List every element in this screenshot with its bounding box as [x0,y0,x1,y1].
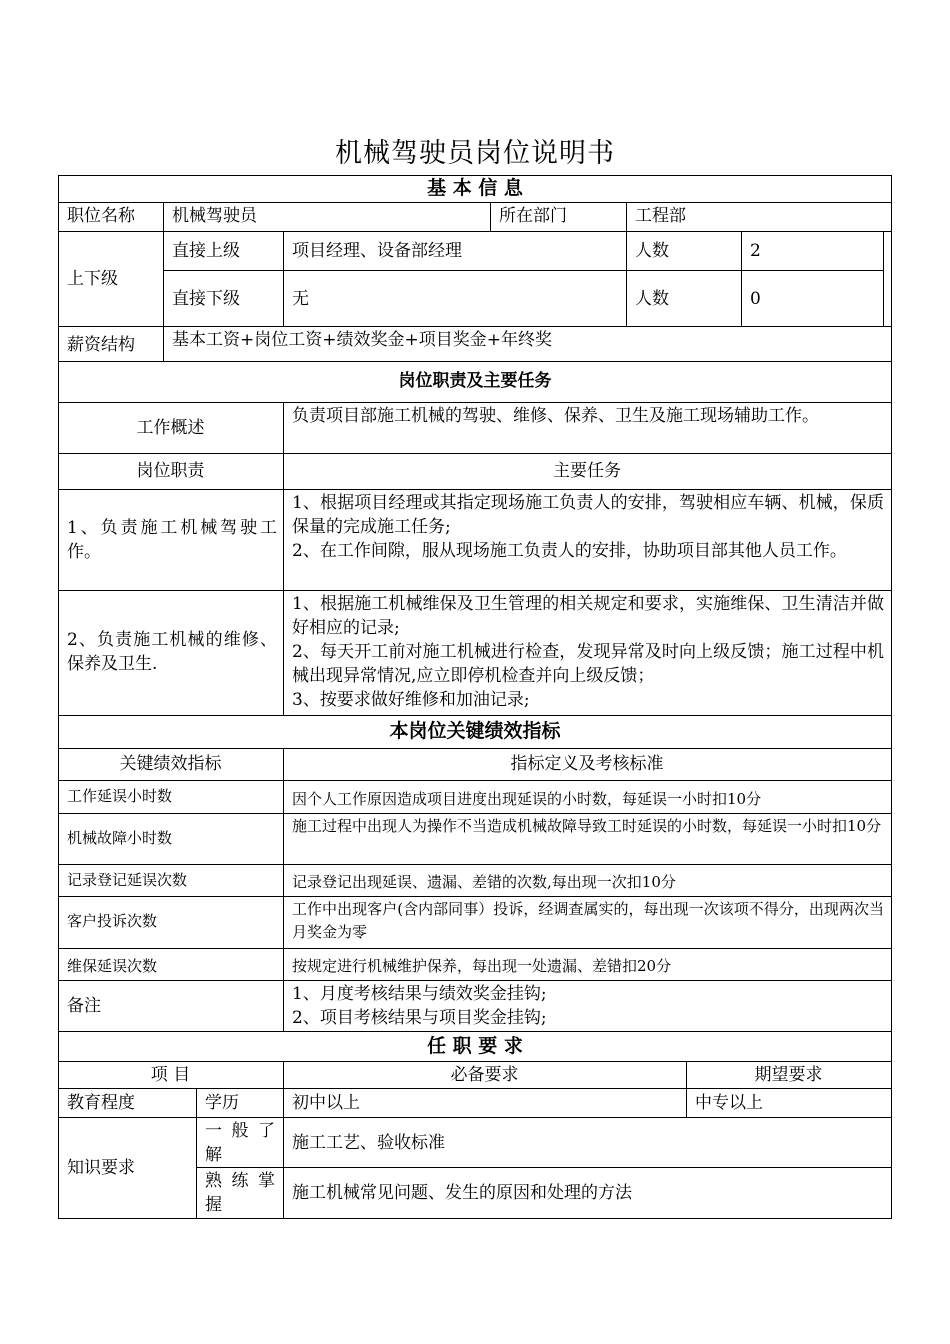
kpi-header: 本岗位关键绩效指标 [389,720,561,742]
position-value: 机械驾驶员 [172,206,257,226]
task-line: 1、根据项目经理或其指定现场施工负责人的安排，驾驶相应车辆、机械，保质保量的完成施工任务; [292,493,884,537]
task-line: 1、根据施工机械维保及卫生管理的相关规定和要求，实施维保、卫生清洁并做好相应的记录; [292,594,884,638]
salary-label: 薪资结构 [67,335,135,355]
kpi-name: 机械故障小时数 [67,829,173,847]
kpi-definition: 工作中出现客户(含内部同事）投诉，经调查属实的，每出现一次该项不得分，出现两次当月奖金为零 [292,900,884,941]
duty-column-header: 岗位职责 [136,461,205,481]
dept-label: 所在部门 [499,206,567,226]
kpi-definition: 因个人工作原因造成项目进度出现延误的小时数，每延误一小时扣10分 [292,790,762,808]
required-column-header: 必备要求 [450,1065,519,1085]
kpi-definition-column-header: 指标定义及考核标准 [510,754,664,774]
duty-item-2: 2、负责施工机械的维修、保养及卫生. [67,630,277,674]
remark-line: 1、月度考核结果与绩效奖金挂钩; [292,984,547,1004]
superior-value: 项目经理、设备部经理 [292,241,462,261]
kpi-name: 维保延误次数 [67,957,158,975]
remark-line: 2、项目考核结果与项目奖金挂钩; [292,1008,547,1028]
task-line: 3、按要求做好维修和加油记录; [292,690,530,710]
subordinate-count-label: 人数 [635,289,669,309]
position-label: 职位名称 [67,206,135,226]
kpi-definition: 按规定进行机械维护保养，每出现一处遗漏、差错扣20分 [292,957,672,975]
education-required: 初中以上 [292,1093,360,1113]
duty-item-2-tasks [292,592,884,712]
superior-label: 直接上级 [172,241,240,261]
general-knowledge-label: 一 般 了解 [205,1121,277,1165]
superior-count-label: 人数 [635,241,669,261]
education-expected: 中专以上 [695,1093,763,1113]
duty-item-1: 1、负责施工机械驾驶工作。 [67,518,277,562]
duty-item-1-tasks [292,491,884,563]
superior-count: 2 [750,241,761,261]
subordinate-label: 直接下级 [172,289,240,309]
subordinate-value: 无 [292,289,309,309]
hierarchy-label: 上下级 [67,269,118,289]
kpi-name: 记录登记延误次数 [67,871,188,889]
remarks-list [292,982,884,1030]
duties-header: 岗位职责及主要任务 [398,371,552,391]
master-knowledge-value: 施工机械常见问题、发生的原因和处理的方法 [292,1183,632,1203]
item-column-header: 项 目 [150,1065,191,1085]
education-sub-label: 学历 [205,1093,239,1113]
master-knowledge-label: 熟 练 掌握 [205,1171,277,1215]
requirements-header: 任 职 要 求 [427,1035,523,1057]
expected-column-header: 期望要求 [754,1065,823,1085]
subordinate-count: 0 [750,289,761,309]
knowledge-label: 知识要求 [67,1158,135,1178]
task-line: 2、每天开工前对施工机械进行检查，发现异常及时向上级反馈；施工过程中机械出现异常情况,应立即停机检查并向上级反馈； [292,642,884,686]
kpi-definition: 施工过程中出现人为操作不当造成机械故障导致工时延误的小时数，每延误一小时扣10分 [292,817,882,835]
remarks-label: 备注 [67,996,101,1016]
summary-label: 工作概述 [136,418,205,438]
summary-value: 负责项目部施工机械的驾驶、维修、保养、卫生及施工现场辅助工作。 [292,406,819,426]
basic-info-header: 基 本 信 息 [427,177,523,199]
kpi-column-header: 关键绩效指标 [119,754,222,774]
kpi-name: 工作延误小时数 [67,787,173,805]
dept-value: 工程部 [635,206,686,226]
task-column-header: 主要任务 [553,461,621,481]
kpi-definition: 记录登记出现延误、遗漏、差错的次数,每出现一次扣10分 [292,873,676,891]
kpi-name: 客户投诉次数 [67,912,158,930]
salary-value: 基本工资+岗位工资+绩效奖金+项目奖金+年终奖 [172,330,552,350]
task-line: 2、在工作间隙，服从现场施工负责人的安排，协助项目部其他人员工作。 [292,541,847,561]
education-label: 教育程度 [67,1093,135,1113]
page-title: 机械驾驶员岗位说明书 [335,138,615,169]
general-knowledge-value: 施工工艺、验收标准 [292,1133,445,1153]
